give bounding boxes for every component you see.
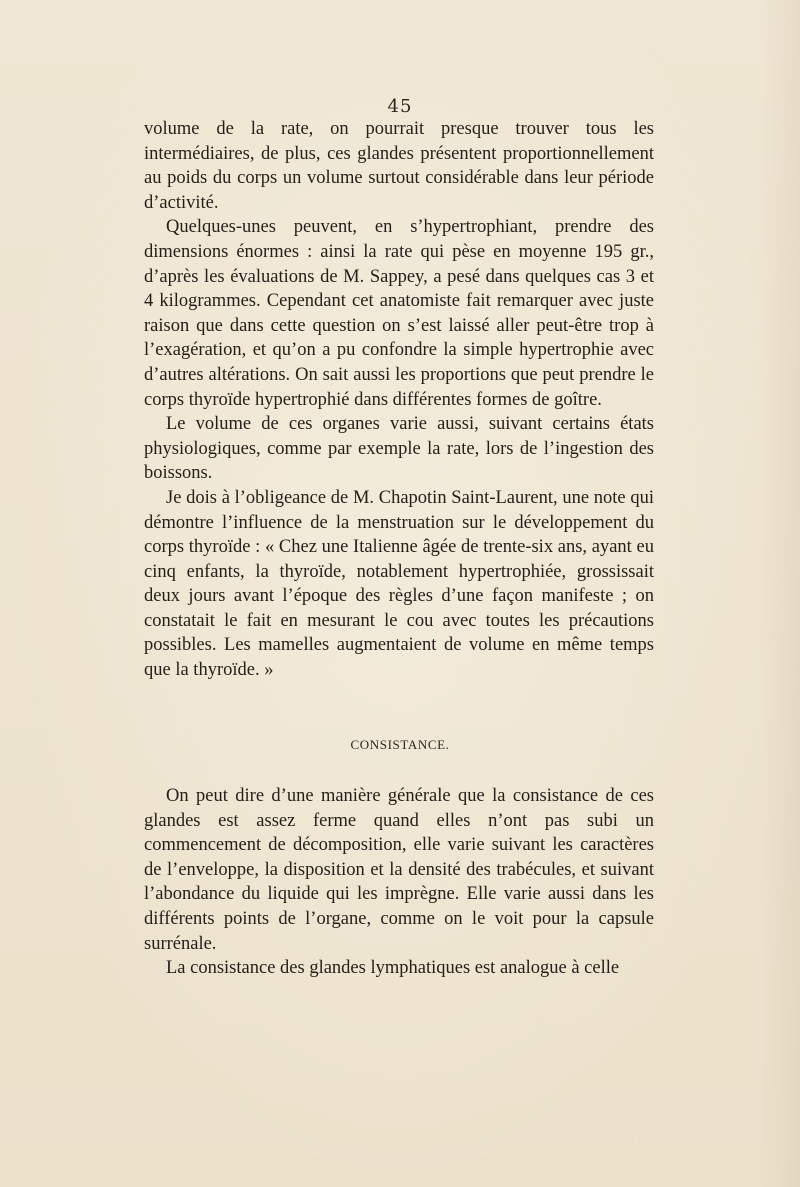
paragraph-consistency: On peut dire d’une manière générale que la consistance de ces glandes est assez ferme quand elles n’ont pas subi un commencement de décomposition, elle varie suivant les caractères de l’enveloppe, la disposition et la densité des trabécules, et suivant l’abondance du liquide qui les imprègne. Elle varie aussi dans les différents points de l’organe, comme on le voit pour la capsule surrénale. (144, 786, 654, 954)
section-heading: CONSISTANCE. (350, 737, 450, 752)
page-number: 45 (387, 96, 413, 117)
main-text-top (144, 117, 654, 683)
main-text-bottom (144, 784, 654, 981)
paragraph-lymphatic: La consistance des glandes lymphatiques est analogue à celle (166, 958, 620, 979)
page-edge-shadow (760, 0, 800, 1187)
paragraph-continuation: volume de la rate, on pourrait presque trouver tous les intermédiaires, de plus, ces glandes présentent proportionnellement au poids du corps un volume surtout considérable dans leur période d’activité. (144, 119, 654, 213)
paragraph-menstruation-note: Je dois à l’obligeance de M. Chapotin Saint-Laurent, une note qui démontre l’influence de la menstruation sur le développement du corps thyroïde : « Chez une Italienne âgée de trente-six ans, ayant eu cinq enfants, la thyroïde, notablement hypertrophiée, grossissait deux jours avant l’époque des règles d’une façon manifeste ; on constatait le fait en mesurant le cou avec toutes les précautions possibles. Les mamelles augmentaient de volume en même temps que la thyroïde. » (144, 487, 654, 681)
paragraph-physiological-states: Le volume de ces organes varie aussi, suivant certains états physiologiques, comme par exemple la rate, lors de l’ingestion des boissons. (144, 414, 654, 484)
paragraph-hypertrophy: Quelques-unes peuvent, en s’hypertrophiant, prendre des dimensions énormes : ainsi la rate qui pèse en moyenne 195 gr., d’après les évaluations de M. Sappey, a pesé dans quelques cas 3 et 4 kilogrammes. Cependant cet anatomiste fait remarquer avec juste raison que dans cette question on s’est laissé aller peut-être trop à l’exagération, et qu’on a pu confondre la simple hypertrophie avec d’autres altérations. On sait aussi les proportions que peut prendre le corps thyroïde hypertrophié dans différentes formes de goître. (144, 217, 654, 410)
